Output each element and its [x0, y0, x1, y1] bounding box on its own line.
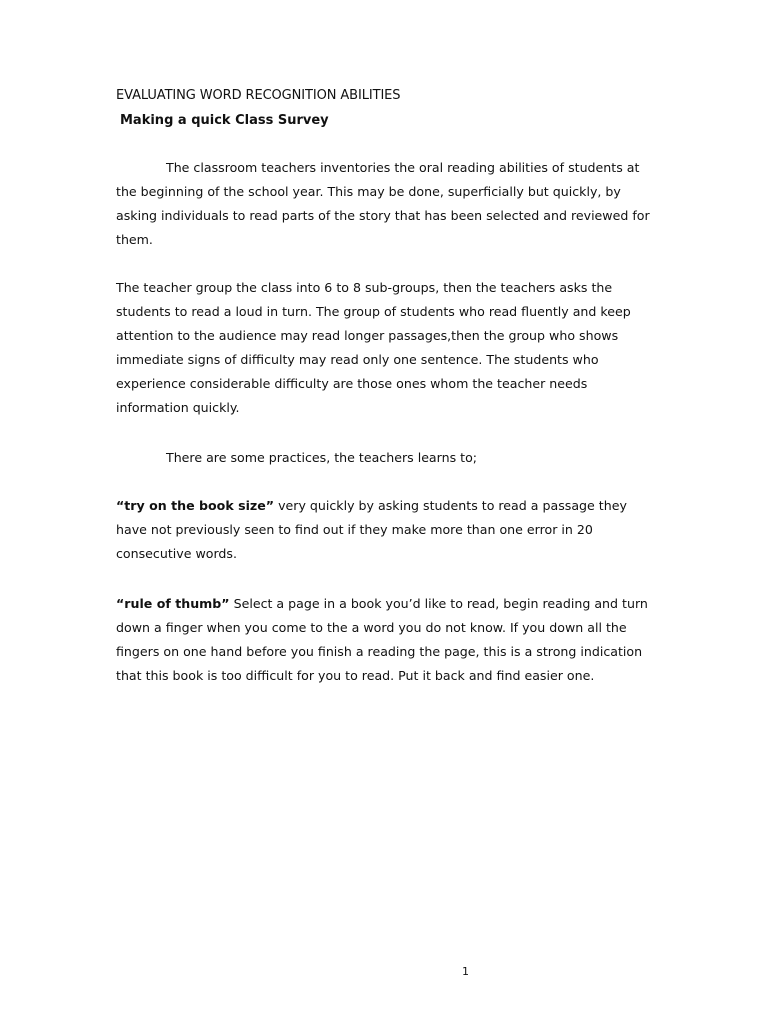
paragraph-practices: There are some practices, the teachers learns to; [166, 450, 478, 465]
term-book-size: “try on the book size” [116, 498, 275, 513]
paragraph-groups: The teacher group the class into 6 to 8 sub-groups, then the teachers asks the students to read a loud in turn. The group of students who read fluently and keep attention to the audience may read longer passages,then the group who shows immediate signs of difficulty may read only one sentence. The students who experience considerable difficulty are those ones whom the teacher needs information quickly. [116, 280, 631, 415]
paragraph-rule-of-thumb [116, 592, 656, 688]
term-rule-of-thumb: “rule of thumb” [116, 596, 230, 611]
page-number: 1 [462, 965, 469, 978]
paragraph-intro: The classroom teachers inventories the oral reading abilities of students at the beginning of the school year. This may be done, superficially but quickly, by asking individuals to read parts of the story that has been selected and reviewed for them. [116, 160, 650, 247]
rule-of-thumb-text: Select a page in a book you’d like to read, begin reading and turn down a finger when you come to the a word you do not know. If you down all the fingers on one hand before you finish a reading the page, this is a strong indication that this book is too difficult for you to read. Put it back and find easier one. [116, 596, 648, 683]
book-size-text: very quickly by asking students to read a passage they have not previously seen to find out if they make more than one error in 20 consecutive words. [116, 498, 627, 561]
document-subtitle: Making a quick Class Survey [120, 113, 329, 128]
paragraph-book-size [116, 494, 656, 566]
document-title: EVALUATING WORD RECOGNITION ABILITIES [116, 88, 401, 103]
